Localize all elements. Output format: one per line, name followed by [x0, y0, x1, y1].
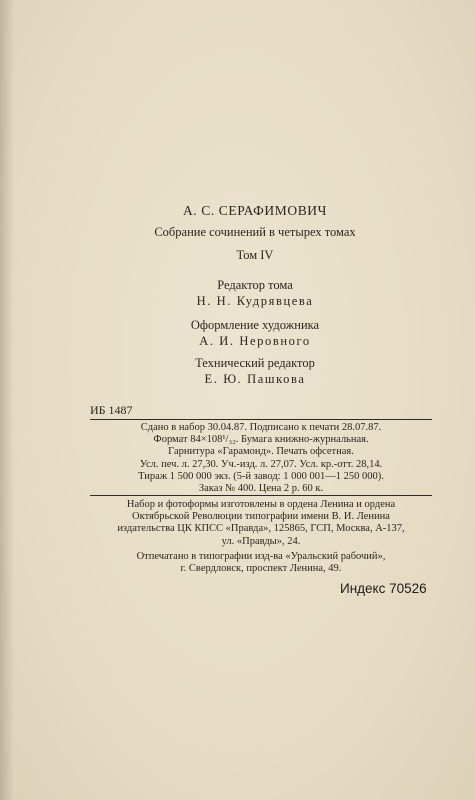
print-details-line: Тираж 1 500 000 экз. (5-й завод: 1 000 001—1 250 000).	[138, 470, 384, 482]
designer-role: Оформление художника	[190, 318, 320, 332]
print-details-line: Усл. печ. л. 27,30. Уч.-изд. л. 27,07. Усл. кр.-отт. 28,14.	[139, 458, 383, 470]
volume-editor-name: Н. Н. Кудрявцева	[196, 294, 314, 308]
page-spine-shadow	[0, 0, 14, 800]
ib-number: ИБ 1487	[90, 403, 133, 417]
print-details-line: Гарнитура «Гарамонд». Печать офсетная.	[168, 446, 354, 458]
collection-title: Собрание сочинений в четырех томах	[154, 225, 356, 239]
printing-house-line: Набор и фотоформы изготовлены в ордена Ленина и ордена	[126, 499, 396, 510]
volume-editor-role: Редактор тома	[217, 278, 293, 292]
printed-at-line: Отпечатано в типографии изд-ва «Уральский рабочий»,	[136, 551, 386, 562]
printing-house	[90, 499, 432, 548]
printed-at-line: г. Свердловск, проспект Ленина, 49.	[180, 563, 342, 575]
printing-house-line: ул. «Правды», 24.	[221, 535, 301, 547]
index-number: Индекс 70526	[340, 581, 427, 596]
printing-house-line: Октябрьской Революции типографии имени В. И. Ленина	[132, 511, 390, 523]
printed-at	[90, 551, 432, 575]
volume-number: Том IV	[236, 248, 274, 262]
author-name: А. С. СЕРАФИМОВИЧ	[182, 203, 328, 218]
technical-editor-role: Технический редактор	[195, 356, 315, 370]
print-details-line: Сдано в набор 30.04.87. Подписано к печати 28.07.87.	[140, 422, 382, 433]
printing-house-line: издательства ЦК КПСС «Правда», 125865, ГСП, Москва, А-137,	[117, 523, 405, 535]
print-details	[90, 422, 432, 495]
print-details-line: Формат 84×108¹/₃₂. Бумага книжно-журнальная.	[153, 434, 369, 446]
technical-editor-name: Е. Ю. Пашкова	[204, 372, 306, 386]
divider-top	[90, 419, 432, 420]
designer-name: А. И. Неровного	[199, 334, 311, 348]
print-details-line: Заказ № 400. Цена 2 р. 60 к.	[198, 483, 324, 495]
divider-bottom	[90, 495, 432, 496]
